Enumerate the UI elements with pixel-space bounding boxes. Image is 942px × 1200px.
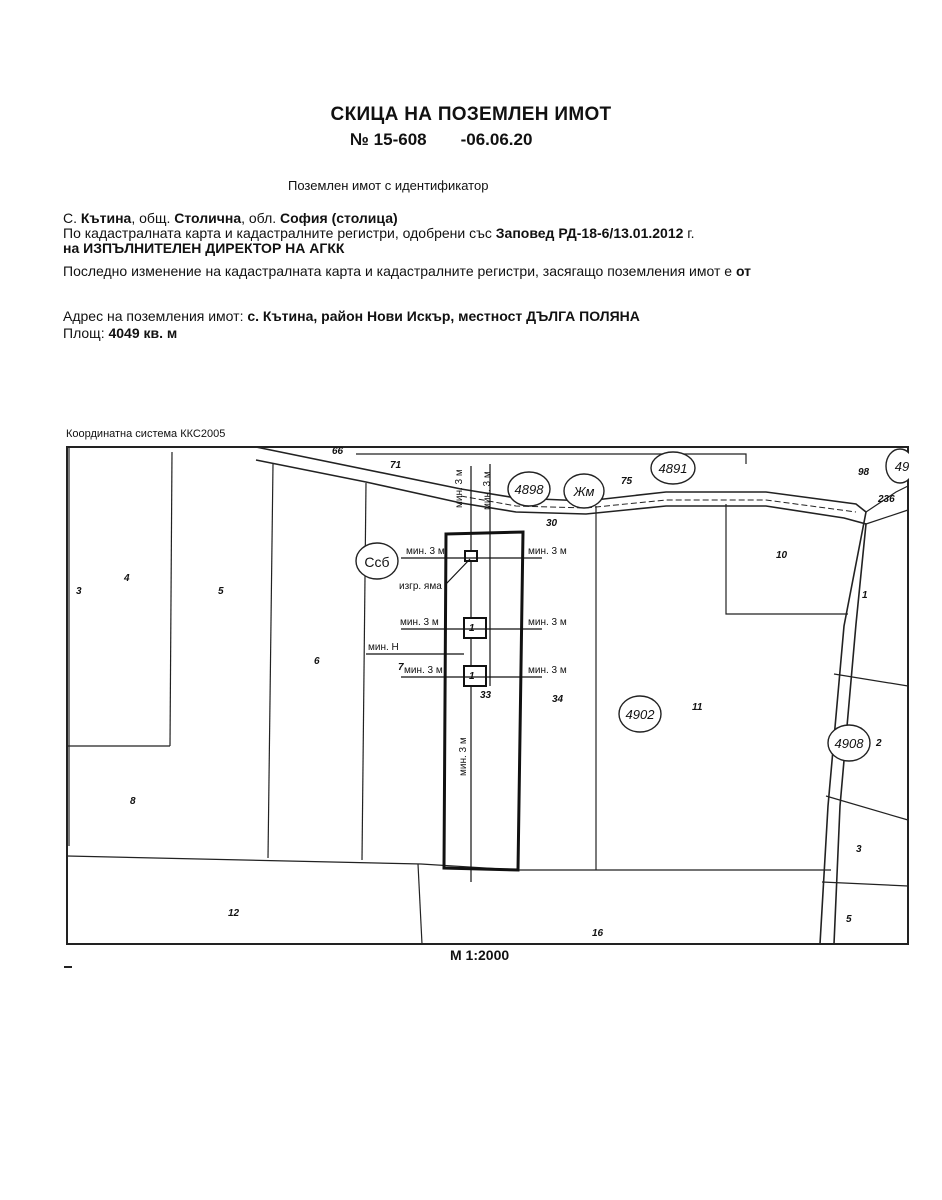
parcel-71: 71 xyxy=(390,460,402,471)
cadastral-map xyxy=(66,446,909,945)
parcel-6: 6 xyxy=(314,656,320,667)
label-ssb: Ссб xyxy=(364,554,390,570)
area-line xyxy=(63,325,177,341)
coordinate-system-label: Координатна система ККС2005 xyxy=(66,428,226,440)
parcel-10: 10 xyxy=(776,550,788,561)
authority: на ИЗПЪЛНИТЕЛЕН ДИРЕКТОР НА АГКК xyxy=(63,240,345,256)
parcel-5-east: 5 xyxy=(846,914,852,925)
label-zhm: Жм xyxy=(573,484,595,499)
setback-label-h: мин. Н xyxy=(368,642,399,653)
label-4898: 4898 xyxy=(514,482,544,497)
document-title: СКИЦА НА ПОЗЕМЛЕН ИМОТ xyxy=(330,104,612,125)
municipality-prefix: , общ. xyxy=(131,210,175,226)
map-scale: М 1:2000 xyxy=(450,947,510,963)
parcel-1: 1 xyxy=(862,590,868,601)
setback-label-5: мин. 3 м xyxy=(404,665,443,676)
parcel-11: 11 xyxy=(692,702,703,713)
parcel-12: 12 xyxy=(228,908,240,919)
label-4908: 4908 xyxy=(834,736,864,751)
authority-line xyxy=(63,240,344,256)
parcel-3-west: 3 xyxy=(76,586,82,597)
setback-label-vertical-2: мин. 3 м xyxy=(482,471,493,510)
setback-label-3: мин. 3 м xyxy=(400,617,439,628)
order-suffix: г. xyxy=(683,225,695,241)
west-line-2 xyxy=(170,452,172,746)
document-number: № 15-608 xyxy=(350,130,427,149)
parcel-66: 66 xyxy=(332,446,344,457)
septic-pit-marker xyxy=(465,551,477,561)
west-line-3 xyxy=(268,464,273,858)
label-4891: 4891 xyxy=(658,461,688,476)
address-line xyxy=(63,308,640,324)
parcel-7: 7 xyxy=(398,662,404,673)
parcel-3-east: 3 xyxy=(856,844,862,855)
parcel-30: 30 xyxy=(546,518,558,529)
footer-mark xyxy=(64,966,72,968)
setback-lines xyxy=(366,558,542,677)
east-line-3 xyxy=(822,882,908,886)
document-number-line xyxy=(350,130,532,150)
region: София (столица) xyxy=(280,210,398,226)
setback-label-2: мин. 3 м xyxy=(528,546,567,557)
setback-label-vertical-1: мин. 3 м xyxy=(454,469,465,508)
east-line-1 xyxy=(834,674,908,686)
setback-label-vertical-3: мин. 3 м xyxy=(458,737,469,776)
south-split-line xyxy=(418,864,422,944)
settlement-prefix: С. xyxy=(63,210,81,226)
label-49: 49 xyxy=(894,459,909,474)
septic-pit-label: изгр. яма xyxy=(399,581,442,592)
building-1-label: 1 xyxy=(469,623,475,634)
road-branch-2 xyxy=(866,510,908,524)
setback-label-4: мин. 3 м xyxy=(528,617,567,628)
east-line-2 xyxy=(826,796,908,820)
parcel-4: 4 xyxy=(124,573,130,584)
parcel-2: 2 xyxy=(876,738,882,749)
setback-label-6: мин. 3 м xyxy=(528,665,567,676)
parcel-33-outline xyxy=(444,532,523,870)
parcel-236: 236 xyxy=(878,494,895,505)
parcel-16: 16 xyxy=(592,928,604,939)
parcel-33: 33 xyxy=(480,690,492,701)
settlement: Кътина xyxy=(80,210,132,226)
document-date: -06.06.20 xyxy=(460,130,533,149)
address: с. Кътина, район Нови Искър, местност ДЪЛГА ПОЛЯНА xyxy=(247,308,640,324)
parcel-5: 5 xyxy=(218,586,224,597)
parcel-numbers xyxy=(76,446,895,939)
building-2-marker xyxy=(464,666,486,686)
setback-label-1: мин. 3 м xyxy=(406,546,445,557)
identifier-subtitle: Поземлен имот с идентификатор xyxy=(288,178,489,193)
region-prefix: , обл. xyxy=(241,210,281,226)
approval-prefix: По кадастралната карта и кадастралните регистри, одобрени със xyxy=(63,225,496,241)
building-1-marker xyxy=(464,618,486,638)
last-change-suffix: от xyxy=(735,263,752,279)
building-2-label: 1 xyxy=(469,671,475,682)
parcel-98: 98 xyxy=(858,467,870,478)
parcel-75: 75 xyxy=(621,476,633,487)
parcel-8: 8 xyxy=(130,796,136,807)
municipality: Столична xyxy=(174,210,242,226)
last-change-line xyxy=(63,263,751,279)
parcel-34: 34 xyxy=(552,694,564,705)
label-4902: 4902 xyxy=(625,707,655,722)
approval-line xyxy=(63,225,695,241)
subject-parcel xyxy=(366,464,542,882)
location-line xyxy=(63,210,398,226)
last-change-text: Последно изменение на кадастралната карта и кадастралните регистри, засягащо поземления имот е xyxy=(63,263,736,279)
west-line-4 xyxy=(362,483,366,860)
address-prefix: Адрес на поземления имот: xyxy=(63,308,248,324)
area-prefix: Площ: xyxy=(63,325,109,341)
area: 4049 кв. м xyxy=(108,325,178,341)
order-number: Заповед РД-18-6/13.01.2012 xyxy=(495,225,684,241)
